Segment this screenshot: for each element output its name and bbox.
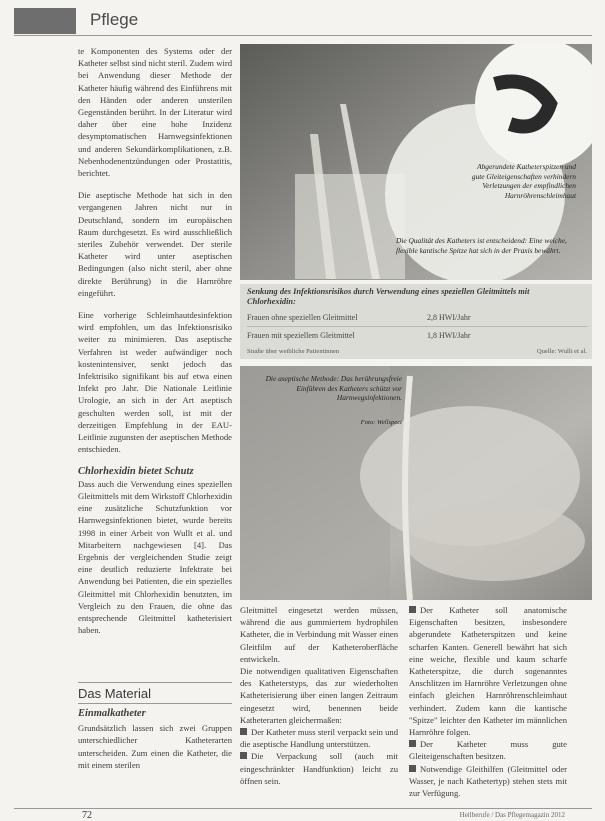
- section-rule: [78, 682, 232, 683]
- info-row: [247, 313, 587, 322]
- bullet-text: Der Katheter soll anatomische Eigenschaften besitzen, insbesondere abgerundete Katheterspitzen und keine scharfen Kanten. Generell bewährt hat sich eine weiche, flexible und kaum scharfe Katheterspitze, die durch sogenanntes Anschlitzen im Harnröhre Verletzungen ohne einfach gleichen Harnröhrenschleimhaut verhindert. Zudem kann die kantische "Spitze" leichter den Katheter im männlichen Harnröhre folgen.: [409, 605, 567, 738]
- page-number: 72: [82, 810, 92, 821]
- bullet-text: Der Katheter muss gute Gleiteigenschaften besitzen.: [409, 739, 567, 762]
- bullet-item: [409, 763, 567, 800]
- bullet-icon: [409, 740, 416, 747]
- section-text: [78, 708, 232, 781]
- paragraph: te Komponenten des Systems oder der Katheter selbst sind nicht steril. Zudem wird bei Anwendung dieser Methode der Katheter häufig während des Einführens mit den Händen oder anderen unsterilen Gegenständen berührt. In der Literatur wird daher über eine hohe Inzidenz desymptomatischen Harnwegsinfektionen und anderen Sekundärkomplikationen, z.B. Nebenhodenentzündungen oder Prostatitis, berichtet.: [78, 46, 232, 179]
- column-2-text: [240, 604, 398, 787]
- footer-rule: [14, 808, 592, 809]
- bullet-item: [240, 750, 398, 787]
- bullet-text: Der Katheter muss steril verpackt sein und die aseptische Handlung unterstützen.: [240, 727, 398, 750]
- subheading: Chlorhexidin bietet Schutz: [78, 465, 194, 477]
- header-rule: [14, 35, 592, 36]
- photo-caption: Abgerundete Katheterspitzen und gute Gleiteigenschaften verhindern Verletzungen der empfindlichen Harnröhrenschleimhaut: [471, 162, 576, 200]
- bullet-icon: [240, 728, 247, 735]
- bullet-icon: [409, 765, 416, 772]
- info-source-right: Quelle: Wullt et al.: [536, 348, 587, 355]
- photo-credit: Foto: Wellspect: [360, 419, 402, 426]
- column-3-text: [409, 604, 567, 799]
- bullet-text: Die Verpackung soll (auch mit eingeschränkter Handfunktion) leicht zu öffnen sein.: [240, 751, 398, 786]
- info-row: [247, 331, 587, 340]
- info-row-label: Frauen ohne speziellen Gleitmittel: [247, 313, 358, 322]
- paragraph: Grundsätzlich lassen sich zwei Gruppen unterschiedlicher Katheterarten unterscheiden. Zum einen die Katheter, die mit einem sterilen: [78, 723, 232, 770]
- paragraph: Dass auch die Verwendung eines speziellen Gleitmittels mit dem Wirkstoff Chlorhexidin eine zusätzliche Schutzfunktion vor Harnwegsinfektionen bietet, wurde bereits 1998 in einer Arbeit von Wullt et al. und Mitarbeitern nachgewiesen [4]. Das Ergebnis der vergleichenden Studie zeigt eine deutlich reduzierte Infektrate bei Anwendung bei Patienten, die ein spezielles Gleitmittel mit Chlorhexidin benutzten, im Vergleich zu den Frauen, die ohne das entsprechende Gleitmittel katheterisiert haben.: [78, 478, 232, 636]
- paragraph: Gleitmittel eingesetzt werden müssen, während die aus gummiertem hydrophilen Katheter, die in Verbindung mit Wasser einen Gleitfilm auf der Katheteroberfläche entwickeln.: [240, 605, 398, 664]
- photo-caption: Die Qualität des Katheters ist entscheidend: Eine weiche, flexible kantische Spitze hat sich in der Praxis bewährt.: [396, 236, 567, 255]
- paragraph: Die aseptische Methode hat sich in den vergangenen Jahren nicht nur in Deutschland, sondern im europäischen Raum durchgesetzt. Es wird ausschließlich steriles Zubehör verwendet. Der sterile Katheter wird unter aseptischen Bedingungen (also nicht steril, aber ohne direkte Berührung) in die Harnröhre eingeführt.: [78, 190, 232, 298]
- bullet-icon: [240, 752, 247, 759]
- bullet-item: [240, 726, 398, 750]
- bullet-icon: [409, 606, 416, 613]
- section-title: Pflege: [90, 10, 139, 29]
- info-row-label: Frauen mit speziellem Gleitmittel: [247, 331, 355, 340]
- bullet-text: Notwendige Gleithilfen (Gleitmittel oder Wasser, je nach Kathetertyp) stehen stets mit zur Verfügung.: [409, 763, 567, 799]
- header-block: [14, 8, 76, 34]
- info-row-value: 1,8 HWI/Jahr: [427, 331, 471, 340]
- subheading: Einmalkatheter: [78, 708, 146, 719]
- info-source-left: Studie über weibliche Patientinnen: [247, 348, 340, 355]
- info-source: [247, 348, 587, 355]
- photo-caption: Die aseptische Methode: Das berührungsfreie Einführen des Katheters schützt vor Harnwegsinfektionen.: [265, 374, 402, 403]
- section-heading: Das Material: [78, 686, 151, 701]
- column-1-text: [78, 45, 232, 646]
- info-separator: [247, 326, 587, 327]
- paragraph: Die notwendigen qualitativen Eigenschaften des Katheterstyps, das zur wiederholten Katheterisierung über einen langen Zeitraum eingesetzt wird, benennen beide Katheterarten gleichermaßen:: [240, 666, 398, 725]
- info-row-value: 2,8 HWI/Jahr: [427, 313, 471, 322]
- info-box-title: Senkung des Infektionsrisikos durch Verwendung eines speziellen Gleitmittels mit Chlorhexidin:: [247, 287, 530, 307]
- bullet-item: [409, 604, 567, 738]
- footer-source: Heilberufe / Das Pflegemagazin 2012: [459, 811, 565, 819]
- section-rule: [78, 703, 232, 704]
- bullet-item: [409, 738, 567, 762]
- paragraph: Eine vorherige Schleimhautdesinfektion wird empfohlen, um das Infektionsrisiko weiter zu minimieren. Das aseptische Verfahren ist weder aufwändiger noch kostenintensiver, senkt jedoch das Infektrisiko signifikant bis auf etwa einen Infekt pro Jahr. Die Nationale Leitlinie Urologie, an sich in der Art aseptisch geschulten werden soll, ist mit der derzeitigen Empfehlung in der EAU-Leitlinie zugunsten der aseptischen Methode entschieden.: [78, 310, 232, 455]
